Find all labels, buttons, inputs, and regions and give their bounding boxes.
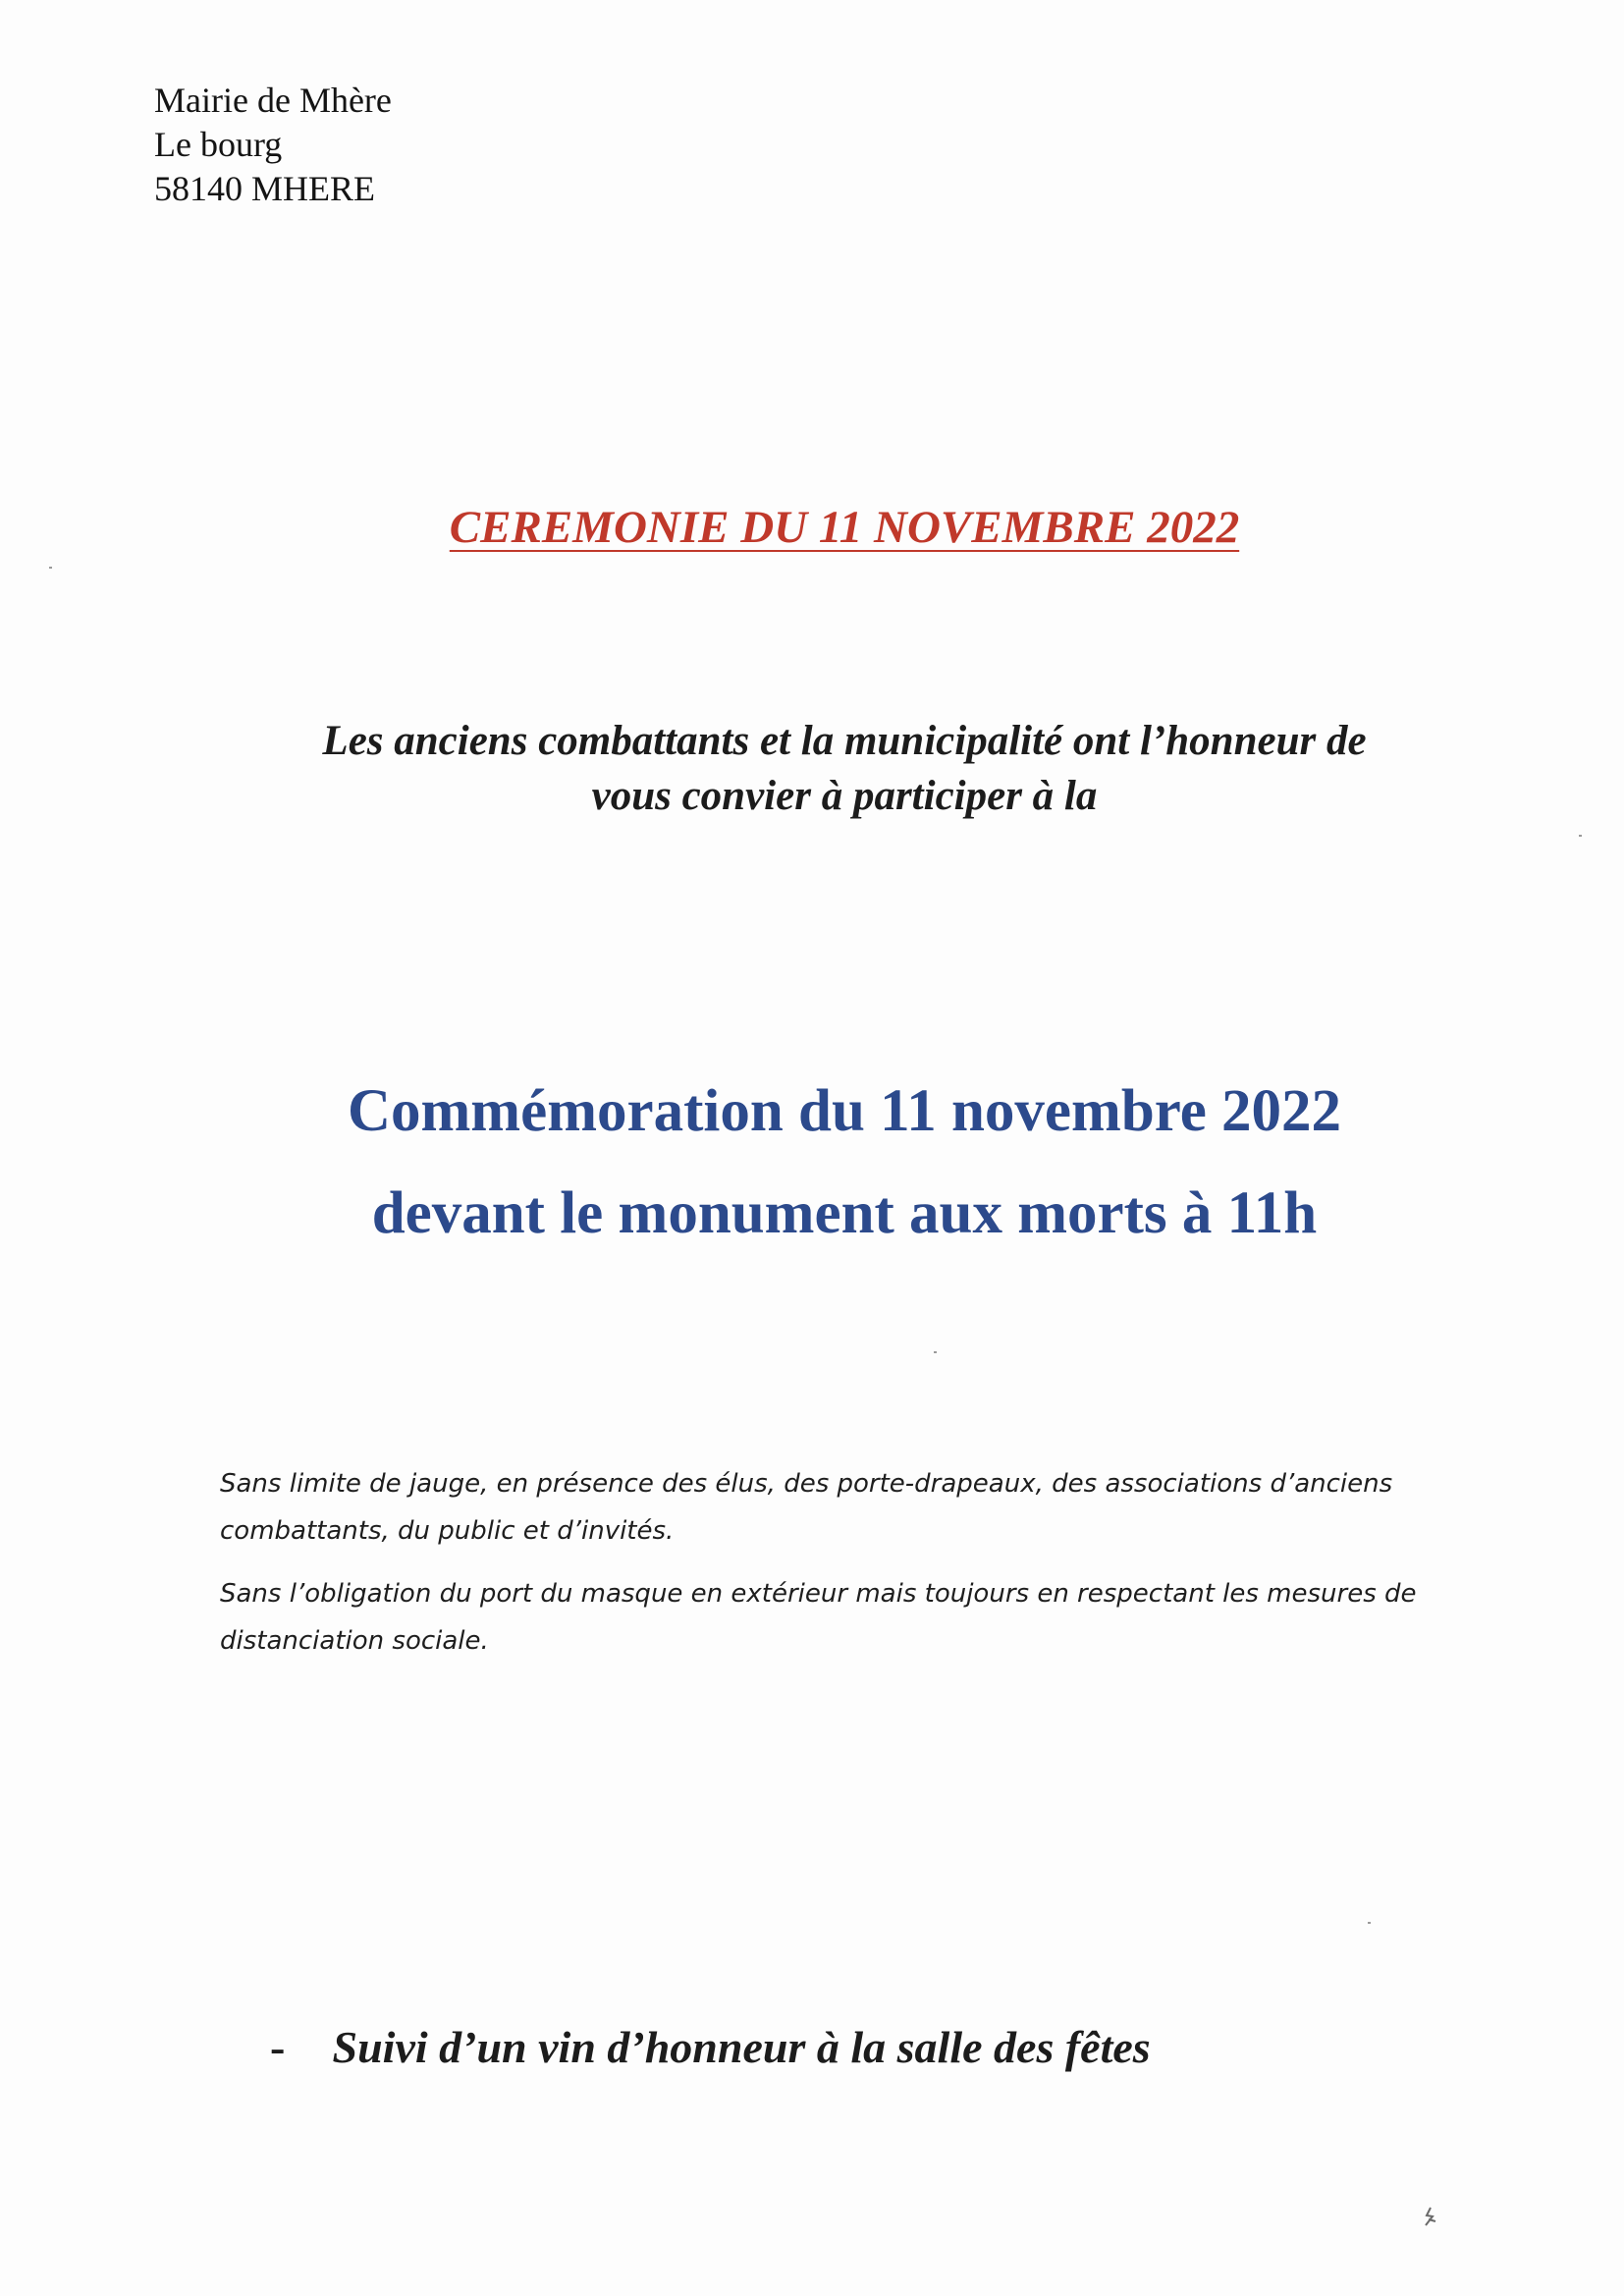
- scan-speck: [934, 1351, 937, 1353]
- intro-text: [157, 714, 1532, 824]
- bullet-dash: -: [270, 2022, 286, 2072]
- note-paragraph-1: Sans limite de jauge, en présence des élus, des porte-drapeaux, des associations d’anciens combattants, du public et d’invités.: [220, 1469, 1393, 1546]
- bullet-text: Suivi d’un vin d’honneur à la salle des fêtes: [332, 2022, 1151, 2072]
- headline-line-1: Commémoration du 11 novembre 2022: [347, 1078, 1342, 1144]
- intro-line-1: Les anciens combattants et la municipalité ont l’honneur de: [322, 718, 1367, 764]
- address-line-1: Mairie de Mhère: [154, 81, 392, 120]
- headline-line-2: devant le monument aux morts à 11h: [371, 1180, 1318, 1246]
- intro-line-2: vous convier à participer à la: [591, 773, 1098, 819]
- scan-mark-icon: [1422, 2206, 1439, 2231]
- address-line-3: 58140 MHERE: [154, 169, 375, 208]
- scan-speck: [1368, 1922, 1371, 1924]
- address-line-2: Le bourg: [154, 125, 283, 164]
- title-text: CEREMONIE DU 11 NOVEMBRE 2022: [449, 502, 1240, 553]
- reception-bullet: [270, 2021, 1151, 2073]
- document-title: [0, 501, 1624, 554]
- scan-speck: [49, 567, 52, 569]
- event-notes: [220, 1460, 1496, 1680]
- sender-address: [154, 79, 392, 211]
- scan-speck: [1579, 835, 1582, 837]
- note-paragraph-2: Sans l’obligation du port du masque en extérieur mais toujours en respectant les mesures de distanciation sociale.: [220, 1579, 1417, 1656]
- event-headline: [118, 1061, 1571, 1265]
